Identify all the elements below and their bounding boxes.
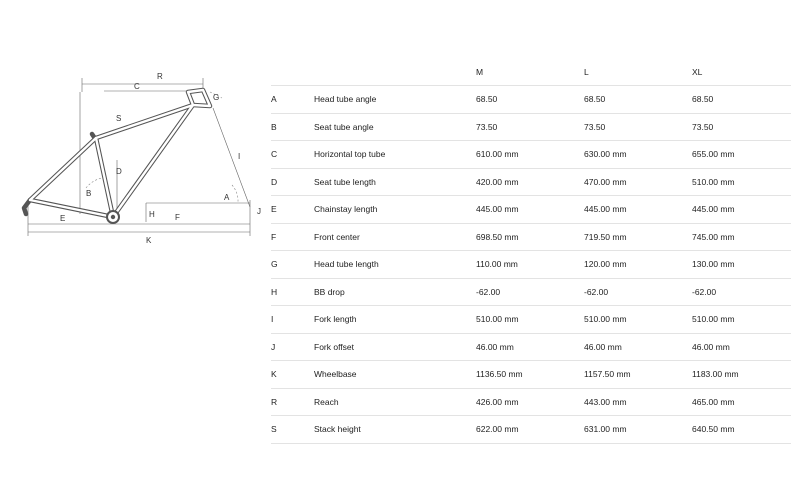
row-value-l: 46.00 mm — [584, 333, 692, 361]
row-measurement: Wheelbase — [314, 361, 476, 389]
table-row — [271, 278, 791, 306]
row-value-l: 470.00 mm — [584, 168, 692, 196]
label-B: B — [86, 189, 92, 198]
label-C: C — [134, 82, 140, 91]
row-measurement: Seat tube length — [314, 168, 476, 196]
header-measurement — [314, 59, 476, 86]
row-value-m: 698.50 mm — [476, 223, 584, 251]
row-value-xl: 68.50 — [692, 86, 791, 114]
row-value-l: -62.00 — [584, 278, 692, 306]
row-value-m: 68.50 — [476, 86, 584, 114]
row-value-xl: 510.00 mm — [692, 168, 791, 196]
row-value-m: 426.00 mm — [476, 388, 584, 416]
table-body — [271, 86, 791, 444]
row-value-xl: 510.00 mm — [692, 306, 791, 334]
row-value-l: 719.50 mm — [584, 223, 692, 251]
row-value-xl: 46.00 mm — [692, 333, 791, 361]
row-value-m: -62.00 — [476, 278, 584, 306]
header-size-xl: XL — [692, 67, 703, 77]
table-header-row — [271, 59, 791, 86]
dimension-letters — [60, 72, 261, 245]
label-E: E — [60, 214, 66, 223]
label-H: H — [149, 210, 155, 219]
row-value-xl: 640.50 mm — [692, 416, 791, 444]
row-value-xl: 1183.00 mm — [692, 361, 791, 389]
table-row — [271, 416, 791, 444]
row-value-l: 443.00 mm — [584, 388, 692, 416]
row-value-m: 1136.50 mm — [476, 361, 584, 389]
row-value-l: 1157.50 mm — [584, 361, 692, 389]
label-D: D — [116, 167, 122, 176]
row-letter: K — [271, 361, 314, 389]
row-value-l: 631.00 mm — [584, 416, 692, 444]
row-letter: S — [271, 416, 314, 444]
label-G: G — [213, 93, 220, 102]
table-row — [271, 141, 791, 169]
row-value-xl: 130.00 mm — [692, 251, 791, 279]
row-value-xl: -62.00 — [692, 278, 791, 306]
row-value-xl: 465.00 mm — [692, 388, 791, 416]
row-letter: D — [271, 168, 314, 196]
row-letter: J — [271, 333, 314, 361]
table-row — [271, 113, 791, 141]
table-row — [271, 388, 791, 416]
table-row — [271, 251, 791, 279]
table-row — [271, 168, 791, 196]
row-value-l: 68.50 — [584, 86, 692, 114]
label-A: A — [224, 193, 230, 202]
label-R: R — [157, 72, 163, 81]
row-measurement: Front center — [314, 223, 476, 251]
label-K: K — [146, 236, 152, 245]
row-measurement: Chainstay length — [314, 196, 476, 224]
row-measurement: Seat tube angle — [314, 113, 476, 141]
label-S: S — [116, 114, 122, 123]
row-value-l: 510.00 mm — [584, 306, 692, 334]
row-value-l: 630.00 mm — [584, 141, 692, 169]
frame-geometry-diagram — [0, 0, 270, 260]
row-value-m: 110.00 mm — [476, 251, 584, 279]
row-value-m: 610.00 mm — [476, 141, 584, 169]
table-row — [271, 306, 791, 334]
row-letter: C — [271, 141, 314, 169]
row-measurement: Stack height — [314, 416, 476, 444]
row-value-l: 120.00 mm — [584, 251, 692, 279]
row-value-m: 73.50 — [476, 113, 584, 141]
row-value-m: 445.00 mm — [476, 196, 584, 224]
row-value-m: 622.00 mm — [476, 416, 584, 444]
row-measurement: Reach — [314, 388, 476, 416]
row-measurement: Head tube angle — [314, 86, 476, 114]
table-row — [271, 361, 791, 389]
row-value-xl: 445.00 mm — [692, 196, 791, 224]
row-measurement: Fork offset — [314, 333, 476, 361]
row-letter: H — [271, 278, 314, 306]
geometry-table — [271, 59, 791, 444]
label-I: I — [238, 152, 241, 161]
row-value-l: 445.00 mm — [584, 196, 692, 224]
row-letter: F — [271, 223, 314, 251]
table-row — [271, 223, 791, 251]
row-value-xl: 655.00 mm — [692, 141, 791, 169]
header-size-l: L — [584, 67, 589, 77]
row-value-l: 73.50 — [584, 113, 692, 141]
header-size-m: M — [476, 67, 484, 77]
row-value-m: 510.00 mm — [476, 306, 584, 334]
row-letter: A — [271, 86, 314, 114]
row-value-m: 420.00 mm — [476, 168, 584, 196]
row-letter: B — [271, 113, 314, 141]
header-letter — [271, 59, 314, 86]
label-J: J — [257, 207, 261, 216]
label-F: F — [175, 213, 180, 222]
table-row — [271, 196, 791, 224]
row-value-m: 46.00 mm — [476, 333, 584, 361]
row-measurement: BB drop — [314, 278, 476, 306]
row-value-xl: 745.00 mm — [692, 223, 791, 251]
table-row — [271, 86, 791, 114]
table-row — [271, 333, 791, 361]
row-measurement: Horizontal top tube — [314, 141, 476, 169]
row-letter: R — [271, 388, 314, 416]
row-letter: I — [271, 306, 314, 334]
row-value-xl: 73.50 — [692, 113, 791, 141]
row-measurement: Fork length — [314, 306, 476, 334]
row-letter: E — [271, 196, 314, 224]
row-letter: G — [271, 251, 314, 279]
row-measurement: Head tube length — [314, 251, 476, 279]
